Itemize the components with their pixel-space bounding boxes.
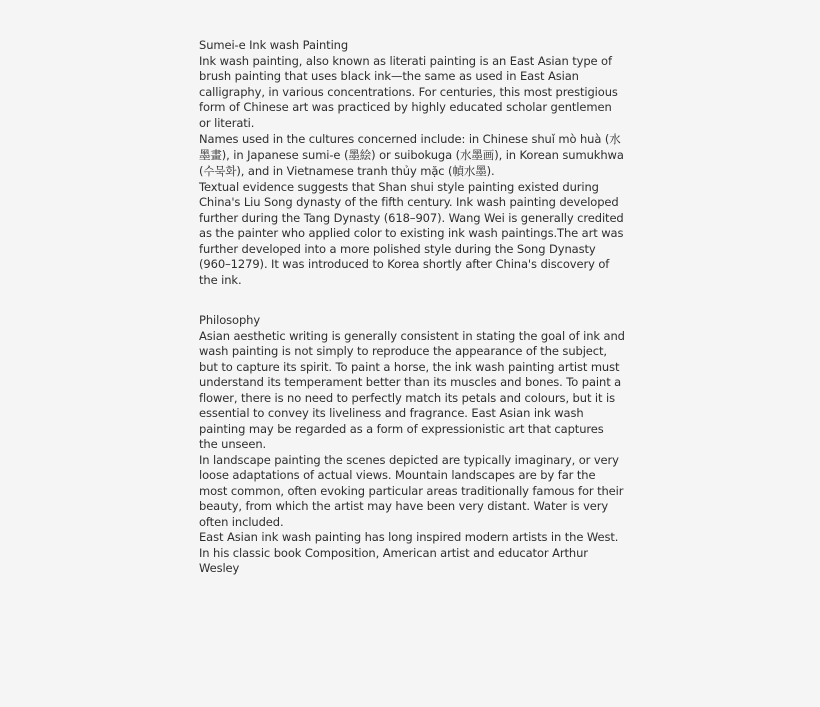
paragraph-landscape: In landscape painting the scenes depicted are typically imaginary, or very loose adaptations of actual views. Mountain landscapes are by far the most common, often evoking particular areas traditionally famous for their beauty, from which the artist may have been very distant. Water is very often included. [199,452,624,529]
paragraph-western-influence: East Asian ink wash painting has long inspired modern artists in the West. In his classic book Composition, American artist and educator Arthur Wesley [199,530,619,576]
paragraph-philosophy: Asian aesthetic writing is generally consistent in stating the goal of ink and wash painting is not simply to reproduce the appearance of the subject, but to capture its spirit. To paint a horse, the ink wash painting artist must understand its temperament better than its muscles and bones. To paint a flower, there is no need to perfectly match its petals and colours, but it is essential to convey its liveliness and fragrance. East Asian ink wash painting may be regarded as a form of expressionistic art that captures the unseen. [199,328,625,452]
paragraph-history: Textual evidence suggests that Shan shui style painting existed during China's Liu Song dynasty of the fifth century. Ink wash painting developed further during the Tang Dynasty (618–907). Wang Wei is generally credited as the painter who applied color to existing ink wash paintings.The art was further developed into a more polished style during the Song Dynasty (960–1279). It was introduced to Korea shortly after China's discovery of the ink. [199,179,624,287]
article-title: Sumei-e Ink wash Painting [199,38,349,52]
paragraph-names-in-cultures: Names used in the cultures concerned include: in Chinese shuǐ mò huà (水墨畫), in Japanese sumi-e (墨絵) or suibokuga (水墨画), in Korean sumukhwa (수묵화), and in Vietnamese tranh thủy mặc (幀水墨). [199,132,624,179]
paragraph-intro: Ink wash painting, also known as literati painting is an East Asian type of brush painting that uses black ink—the same as used in East Asian calligraphy, in various concentrations. For centuries, this most prestigious form of Chinese art was practiced by highly educated scholar gentlemen or literati. [199,53,618,130]
section-heading-philosophy: Philosophy [199,313,261,328]
article-body [199,0,625,577]
